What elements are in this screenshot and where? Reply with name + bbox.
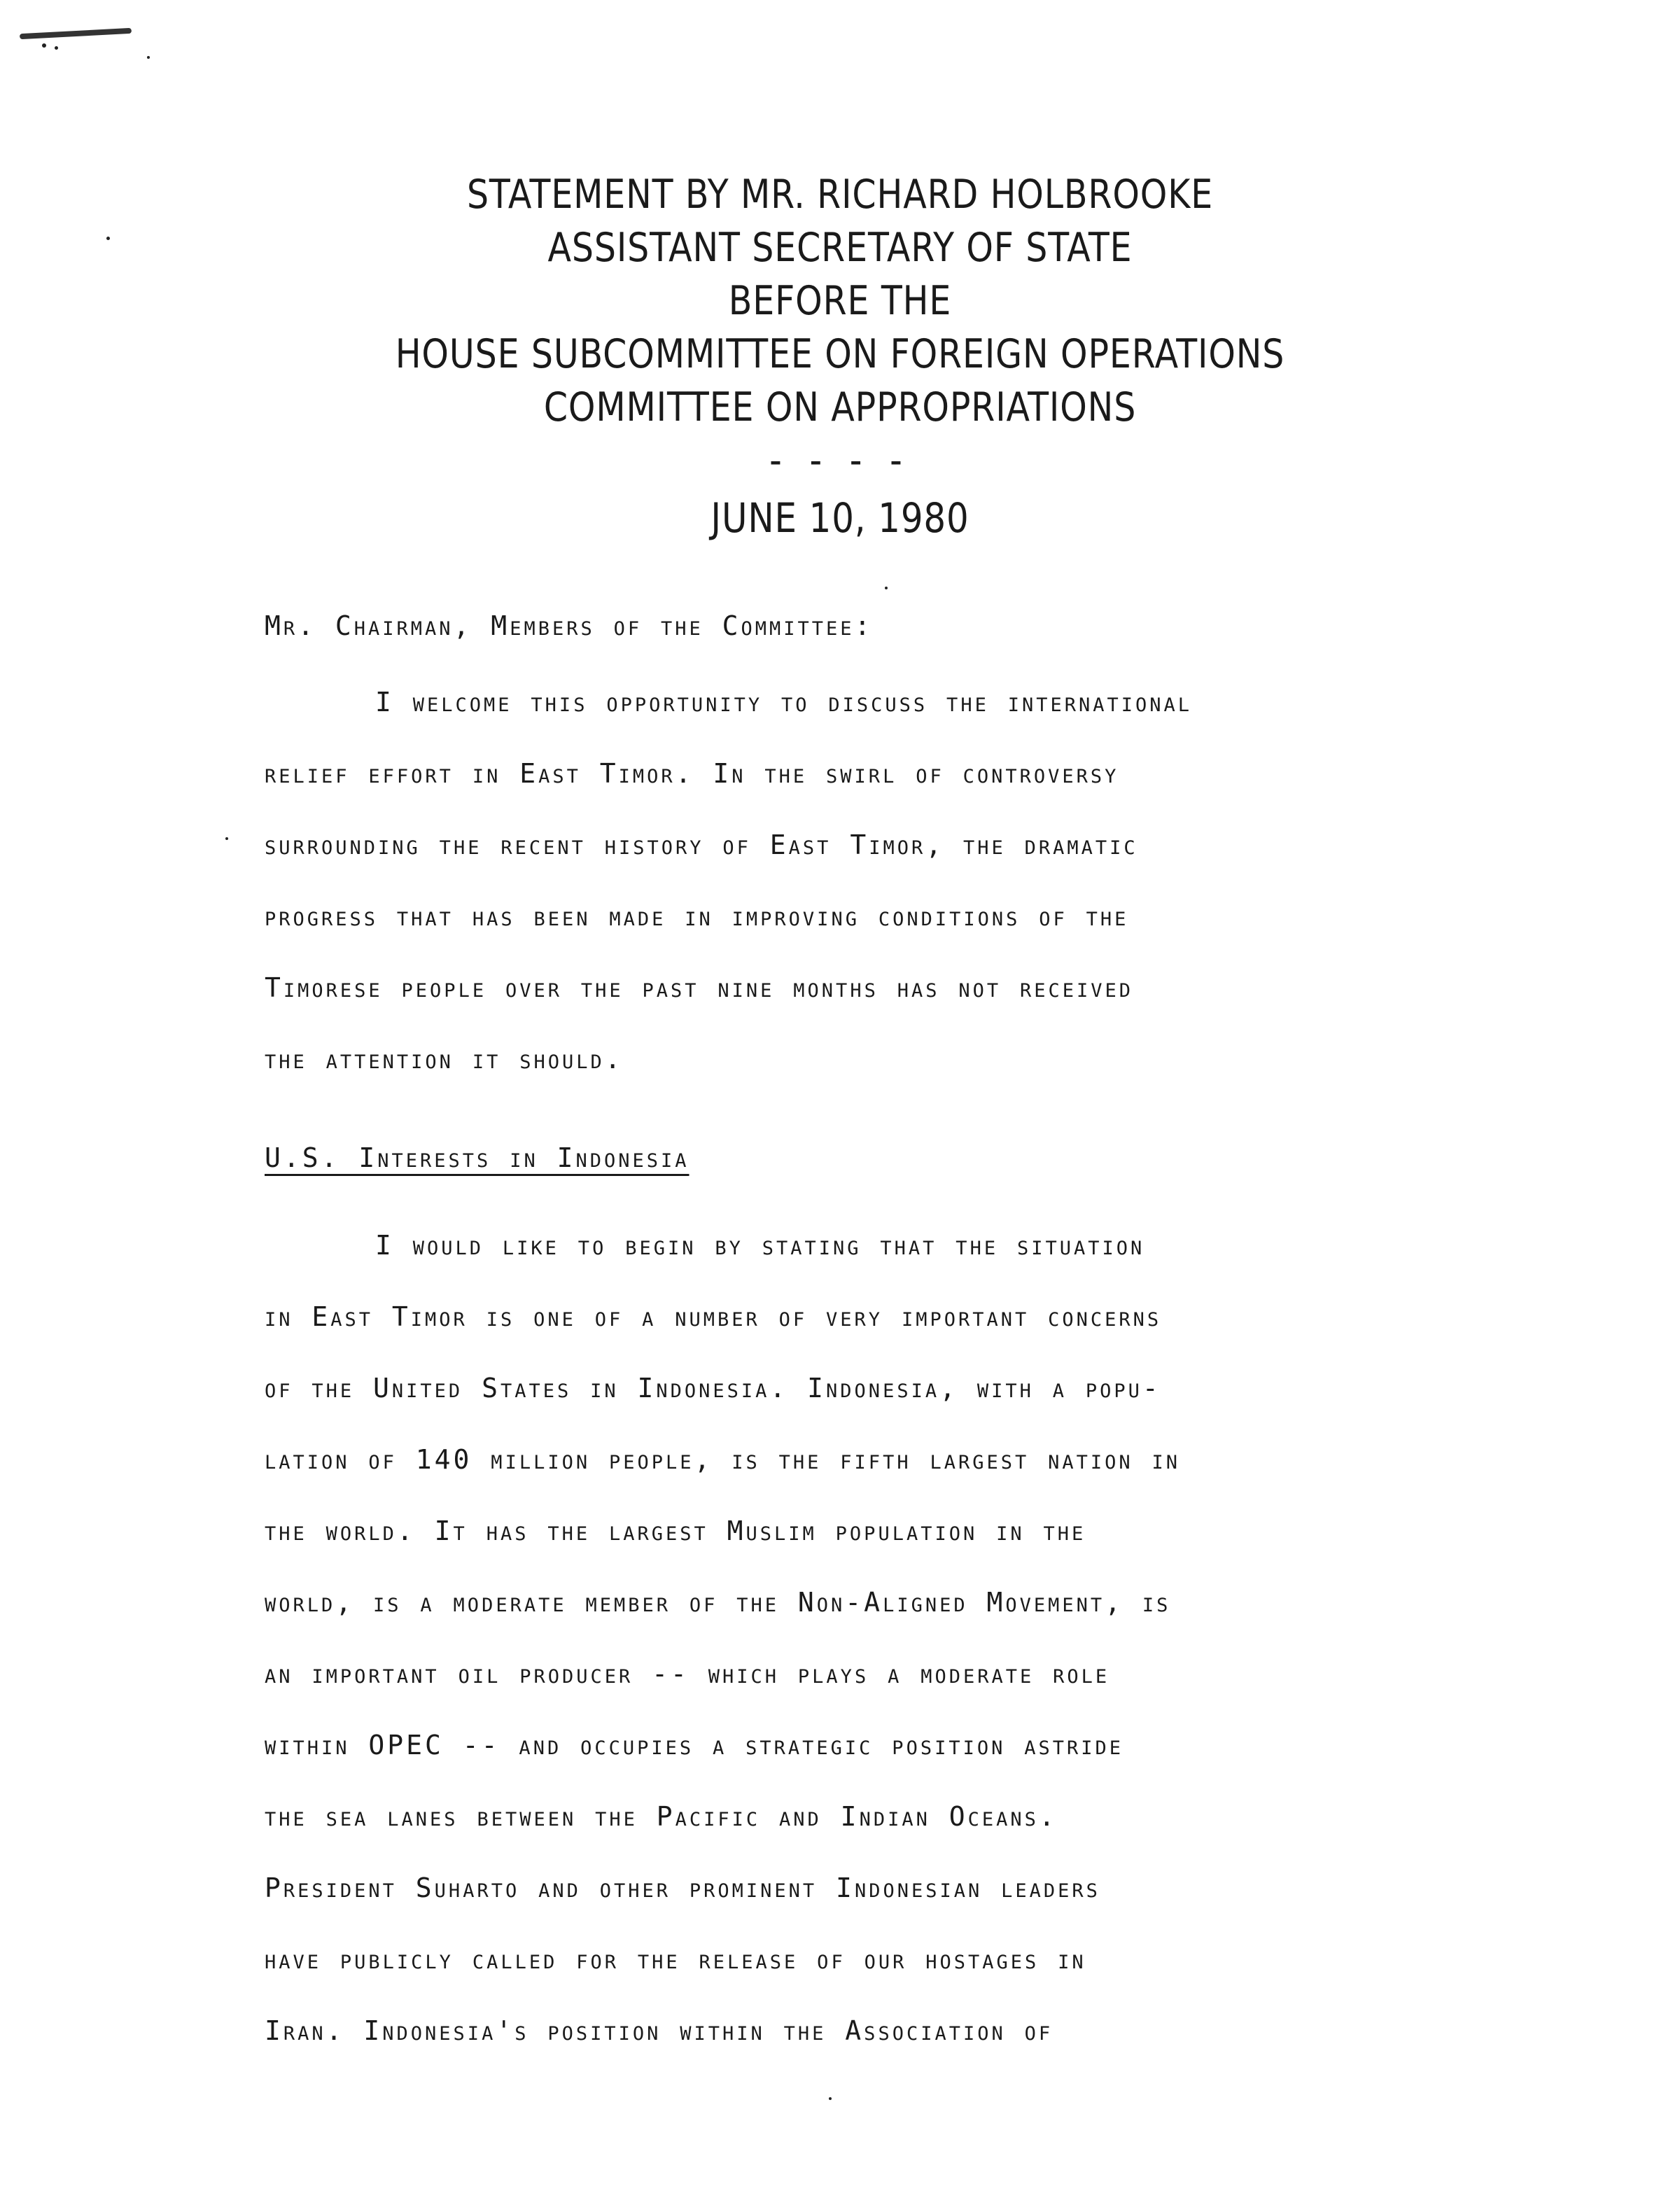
paragraph-line: within OPEC -- and occupies a strategic position astride [265, 1730, 1124, 1760]
paragraph-line: relief effort in East Timor. In the swirl of controversy [265, 758, 1119, 789]
paragraph-interests [265, 1210, 1180, 2066]
header-line-1: STATEMENT BY MR. RICHARD HOLBROOKE [466, 172, 1214, 218]
paragraph-line: Iran. Indonesia's position within the Association of [265, 2015, 1054, 2046]
scan-speck [147, 56, 150, 59]
header-separator: - - - - [769, 438, 911, 484]
scan-speck [829, 2097, 832, 2100]
header-line-4: HOUSE SUBCOMMITTEE ON FOREIGN OPERATIONS [395, 331, 1285, 377]
header-line-5: COMMITTEE ON APPROPRIATIONS [543, 384, 1137, 430]
salutation: Mr. Chairman, Members of the Committee: [265, 610, 874, 641]
paragraph-line: the sea lanes between the Pacific and Indian Oceans. [265, 1801, 1058, 1832]
scan-speck [106, 237, 110, 240]
paragraph-line: I welcome this opportunity to discuss the international [375, 687, 1193, 718]
scan-speck [225, 837, 228, 840]
paragraph-line: lation of 140 million people, is the fifth largest nation in [265, 1444, 1181, 1475]
paragraph-line: have publicly called for the release of our hostages in [265, 1944, 1086, 1975]
scan-speck [55, 46, 58, 50]
paragraph-line: surrounding the recent history of East Timor, the dramatic [265, 830, 1138, 860]
paragraph-intro [265, 666, 1192, 1095]
scan-speck [885, 587, 888, 589]
paragraph-line: progress that has been made in improving conditions of the [265, 901, 1129, 932]
paragraph-line: of the United States in Indonesia. Indonesia, with a popu- [265, 1373, 1161, 1404]
paragraph-line: an important oil producer -- which plays a moderate role [265, 1658, 1110, 1689]
paragraph-line: President Suharto and other prominent Indonesian leaders [265, 1872, 1100, 1903]
header-line-2: ASSISTANT SECRETARY OF STATE [547, 225, 1133, 271]
section-heading: U.S. Interests in Indonesia [265, 1142, 690, 1173]
scan-artifact-stroke [20, 28, 132, 39]
paragraph-line: in East Timor is one of a number of very important concerns [265, 1301, 1162, 1332]
paragraph-line: I would like to begin by stating that the situation [375, 1230, 1145, 1261]
header-line-3: BEFORE THE [728, 278, 952, 324]
scan-speck [42, 43, 46, 48]
document-header [118, 168, 1562, 487]
paragraph-line: the world. It has the largest Muslim population in the [265, 1516, 1086, 1546]
paragraph-line: Timorese people over the past nine months has not received [265, 972, 1134, 1003]
paragraph-line: the attention it should. [265, 1044, 624, 1074]
paragraph-line: world, is a moderate member of the Non-Aligned Movement, is [265, 1587, 1171, 1618]
document-date: JUNE 10, 1980 [710, 494, 969, 542]
